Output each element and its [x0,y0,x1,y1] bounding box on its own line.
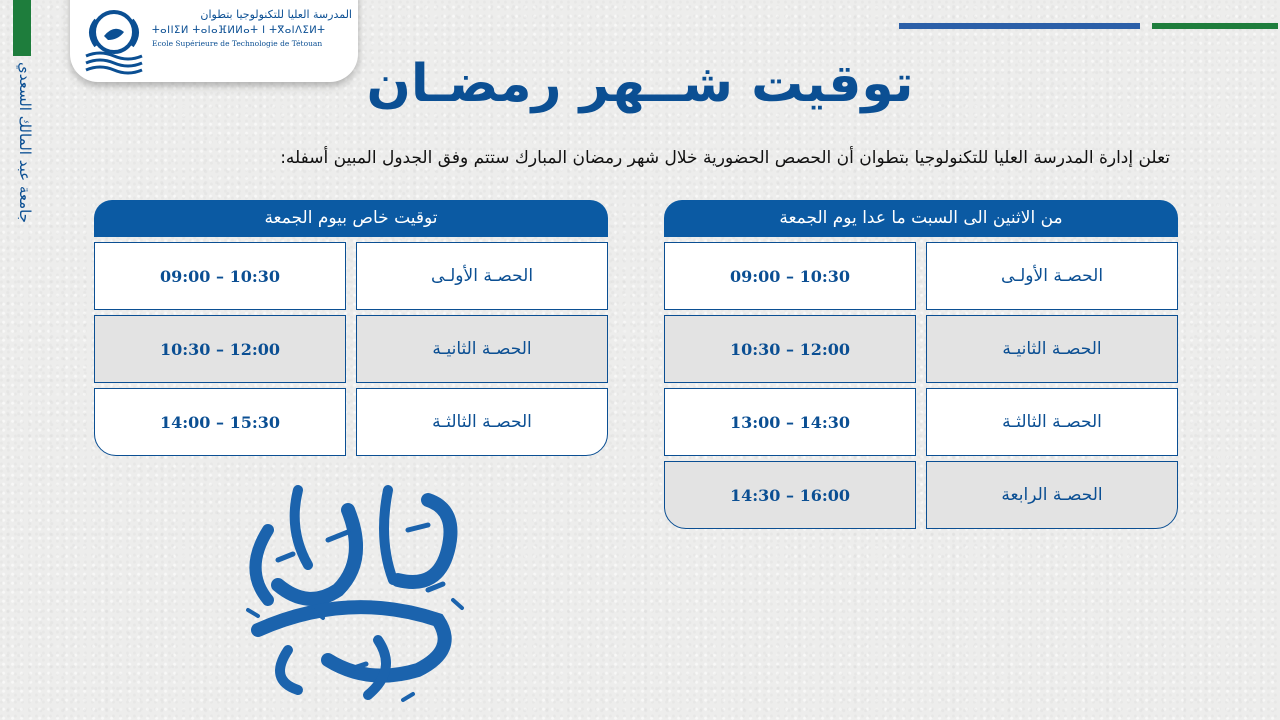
session-name: الحصـة الثانيـة [926,315,1178,383]
logo-french-name: Ecole Supérieure de Technologie de Tétouan [152,39,323,48]
table-row [664,242,1178,310]
page-title: توقيت شــهر رمضـان [366,54,914,114]
session-time: 09:00 – 10:30 [94,242,346,310]
decorative-line-green [1152,23,1278,29]
session-time: 14:30 – 16:00 [664,461,916,529]
weekday-schedule-table [664,200,1178,529]
friday-table-header: توقيت خاص بيوم الجمعة [94,200,608,237]
session-time: 10:30 – 12:00 [94,315,346,383]
logo-arabic-name: المدرسة العليا للتكنولوجيا بتطوان [200,8,352,21]
school-logo-text [152,8,352,48]
logo-tifinagh-name: ⵜⴰⵏⵏⵉⵍ ⵜⴰⵏⴰⴼⵍⵍⴰⵜ ⵏ ⵜⴳⴰⵏⴷⵉⵍⵜ [152,25,326,36]
table-row [664,461,1178,529]
session-name: الحصـة الثانيـة [356,315,608,383]
ramadan-kareem-calligraphy [228,470,478,710]
session-name: الحصـة الثالثـة [356,388,608,456]
weekday-table-header: من الاثنين الى السبت ما عدا يوم الجمعة [664,200,1178,237]
intro-paragraph: تعلن إدارة المدرسة العليا للتكنولوجيا بتطوان أن الحصص الحضورية خلال شهر رمضان المبارك ستتم وفق الجدول المبين أسفله: [280,148,1170,168]
table-row [664,315,1178,383]
green-accent-bar [13,0,31,56]
session-name: الحصـة الرابعة [926,461,1178,529]
table-row [94,242,608,310]
session-name: الحصـة الثالثـة [926,388,1178,456]
session-time: 13:00 – 14:30 [664,388,916,456]
decorative-line-blue [899,23,1140,29]
friday-schedule-table [94,200,608,456]
session-name: الحصـة الأولـى [926,242,1178,310]
school-emblem-icon [82,6,146,76]
school-logo-card [70,0,358,82]
table-row [94,388,608,456]
session-time: 09:00 – 10:30 [664,242,916,310]
table-row [94,315,608,383]
session-time: 14:00 – 15:30 [94,388,346,456]
session-name: الحصـة الأولـى [356,242,608,310]
table-row [664,388,1178,456]
session-time: 10:30 – 12:00 [664,315,916,383]
university-name-vertical: جامعة عبد المالك السعدي [16,62,34,223]
